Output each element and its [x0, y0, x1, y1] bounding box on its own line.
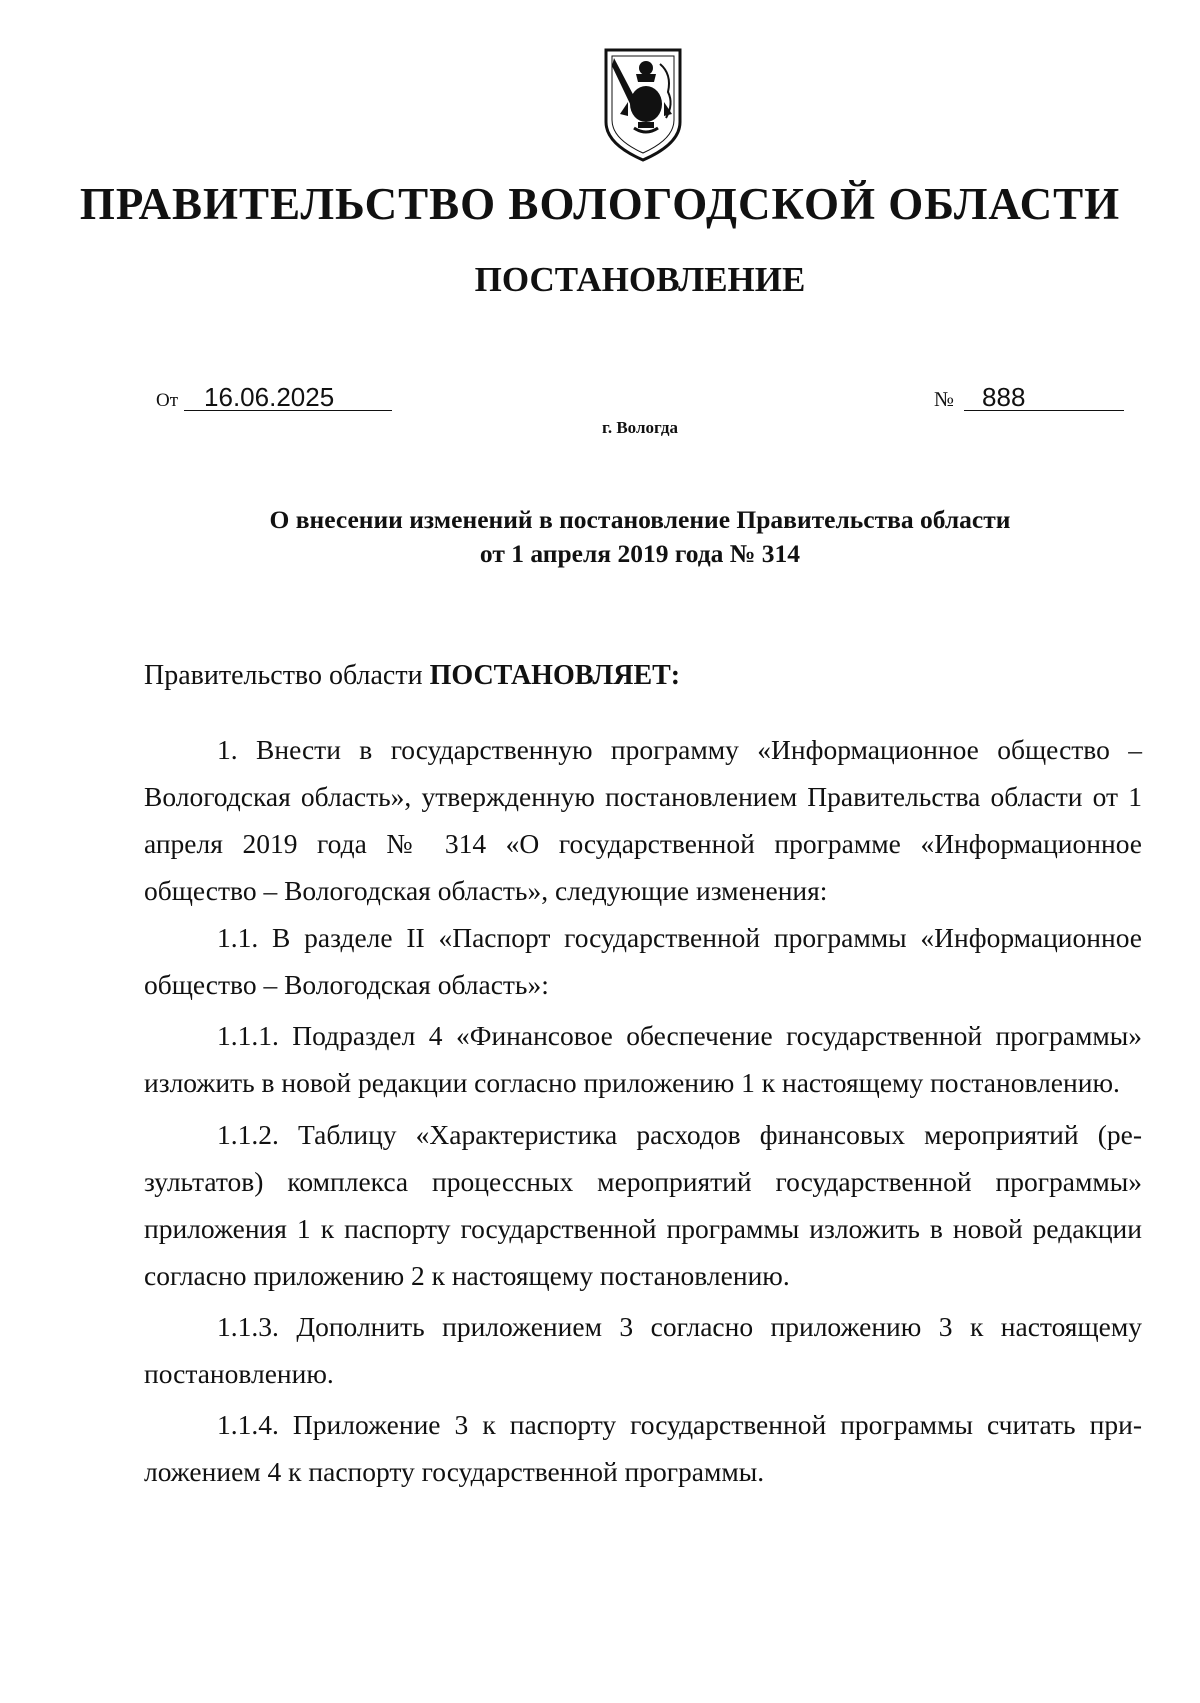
date-prefix: От: [156, 390, 179, 411]
preamble-emphasis: ПОСТАНОВЛЯЕТ:: [429, 660, 681, 691]
paragraph-1-1-3: 1.1.3. Дополнить приложением 3 согласно приложению 3 к настоящему постановлению.: [144, 1311, 1142, 1389]
document-subject: [120, 503, 1160, 571]
paragraph-1-1-2: 1.1.2. Таблицу «Характеристика расходов финансовых мероприятий (результатов) комплекса процессных мероприятий государственной программы» приложения 1 к паспорту государственной программы изложить в новой редакции согласно приложению 2 к настоящему постановлению.: [144, 1119, 1142, 1291]
preamble-text: Правительство области: [144, 660, 430, 691]
document-body: [144, 726, 1142, 1495]
coat-of-arms-icon: [598, 44, 688, 164]
document-date: [156, 384, 392, 411]
document-type: ПОСТАНОВЛЕНИЕ: [474, 260, 806, 299]
paragraph-1: 1. Внести в государственную программу «Информационное общество – Вологодская область», утвержденную постановлением Правительства области от 1 апреля 2019 года № 314 «О государственной программе «Информационное общество – Вологодская область», следующие изменения:: [144, 734, 1142, 906]
date-value: 16.06.2025: [184, 384, 392, 411]
subject-line-2: от 1 апреля 2019 года № 314: [479, 539, 801, 568]
paragraph-1-1-1: 1.1.1. Подраздел 4 «Финансовое обеспечение государственной программы» изложить в новой редакции согласно приложению 1 к настоящему постановлению.: [144, 1020, 1142, 1098]
city-label: г. Вологда: [602, 418, 678, 437]
number-prefix: №: [934, 387, 955, 411]
subject-line-1: О внесении изменений в постановление Правительства области: [269, 505, 1011, 534]
government-title: ПРАВИТЕЛЬСТВО ВОЛОГОДСКОЙ ОБЛАСТИ: [79, 179, 1121, 229]
preamble: [144, 662, 680, 690]
document-number: [934, 384, 1124, 411]
paragraph-1-1-4: 1.1.4. Приложение 3 к паспорту государственной программы считать приложением 4 к паспорту государственной программы.: [144, 1409, 1142, 1487]
paragraph-1-1: 1.1. В разделе II «Паспорт государственной программы «Информационное общество – Вологодская область»:: [144, 922, 1142, 1000]
number-value: 888: [964, 384, 1124, 411]
